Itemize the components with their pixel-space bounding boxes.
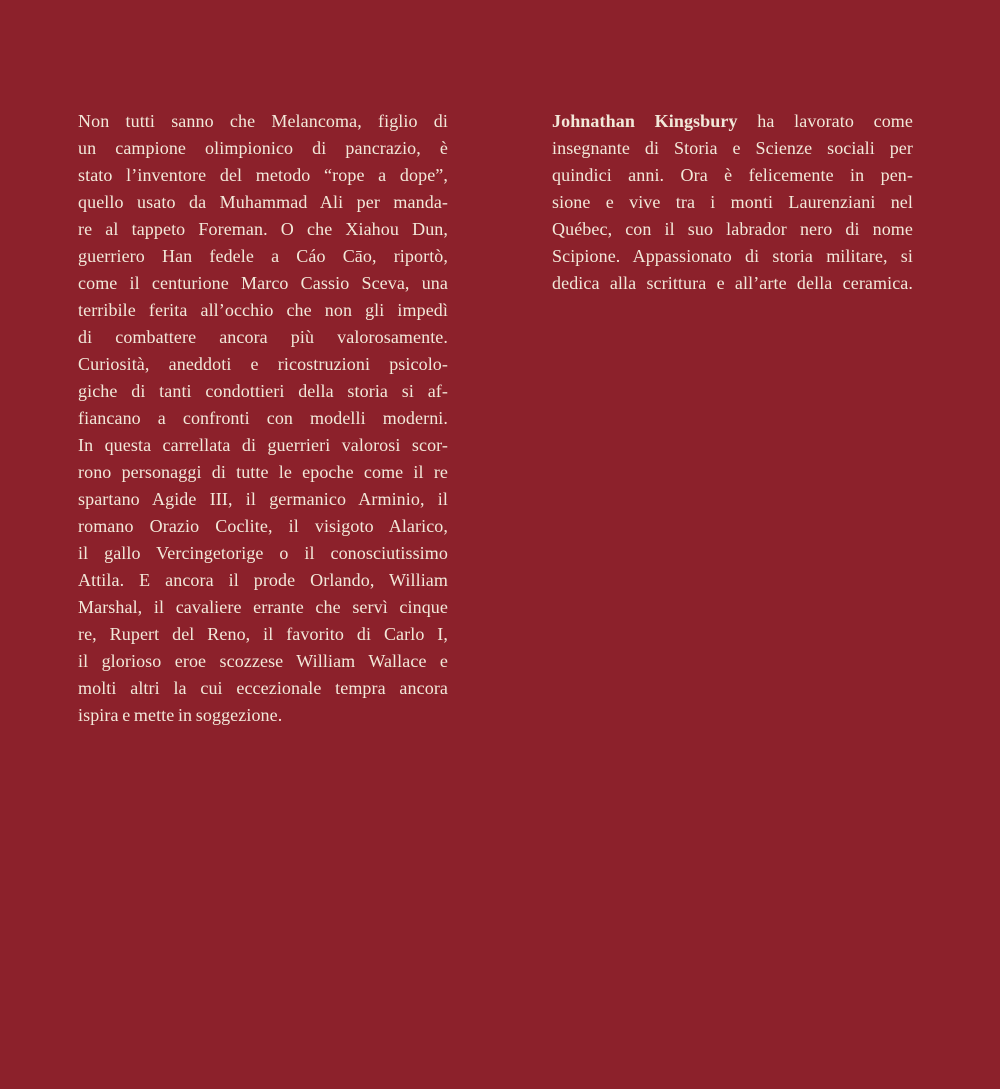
- text-line: molti altri la cui eccezionale tempra ancora: [78, 678, 448, 698]
- text-line: quello usato da Muhammad Ali per manda-: [78, 192, 448, 212]
- author-bio-first-line: [552, 108, 913, 135]
- text-line: Marshal, il cavaliere errante che servì cinque: [78, 597, 448, 617]
- text-line: Scipione. Appassionato di storia militare, si: [552, 246, 913, 266]
- text-line: Non tutti sanno che Melancoma, figlio di: [78, 111, 448, 131]
- author-bio: [552, 108, 913, 297]
- text-line: quindici anni. Ora è felicemente in pen-: [552, 165, 913, 185]
- text-line: Attila. E ancora il prode Orlando, William: [78, 570, 448, 590]
- text-line: di combattere ancora più valorosamente.: [78, 327, 448, 347]
- text-line: romano Orazio Coclite, il visigoto Alarico,: [78, 516, 448, 536]
- text-line: giche di tanti condottieri della storia si af-: [78, 381, 448, 401]
- text-line: un campione olimpionico di pancrazio, è: [78, 138, 448, 158]
- text-line: Curiosità, aneddoti e ricostruzioni psicolo-: [78, 354, 448, 374]
- text-line: il glorioso eroe scozzese William Wallace e: [78, 651, 448, 671]
- text-line: re al tappeto Foreman. O che Xiahou Dun,: [78, 219, 448, 239]
- text-line: come il centurione Marco Cassio Sceva, una: [78, 273, 448, 293]
- text-line: spartano Agide III, il germanico Arminio, il: [78, 489, 448, 509]
- text-line: ispira e mette in soggezione.: [78, 705, 283, 725]
- text-line: insegnante di Storia e Scienze sociali per: [552, 138, 913, 158]
- text-line: guerriero Han fedele a Cáo Cāo, riportò,: [78, 246, 448, 266]
- book-description: [78, 108, 448, 729]
- text-line: sione e vive tra i monti Laurenziani nel: [552, 192, 913, 212]
- text-line: dedica alla scrittura e all’arte della ceramica.: [552, 273, 913, 293]
- text-line: In questa carrellata di guerrieri valorosi scor-: [78, 435, 448, 455]
- text-line: il gallo Vercingetorige o il conosciutissimo: [78, 543, 448, 563]
- text-line: stato l’inventore del metodo “rope a dope”,: [78, 165, 448, 185]
- text-line: Québec, con il suo labrador nero di nome: [552, 219, 913, 239]
- author-bio-first-line-rest: ha lavorato come: [737, 111, 913, 131]
- text-line: rono personaggi di tutte le epoche come il re: [78, 462, 448, 482]
- text-line: terribile ferita all’occhio che non gli impedì: [78, 300, 448, 320]
- text-line: re, Rupert del Reno, il favorito di Carlo I,: [78, 624, 448, 644]
- author-bio-lines: [552, 135, 913, 297]
- author-name: Johnathan Kingsbury: [552, 111, 738, 131]
- text-line: fiancano a confronti con modelli moderni.: [78, 408, 448, 428]
